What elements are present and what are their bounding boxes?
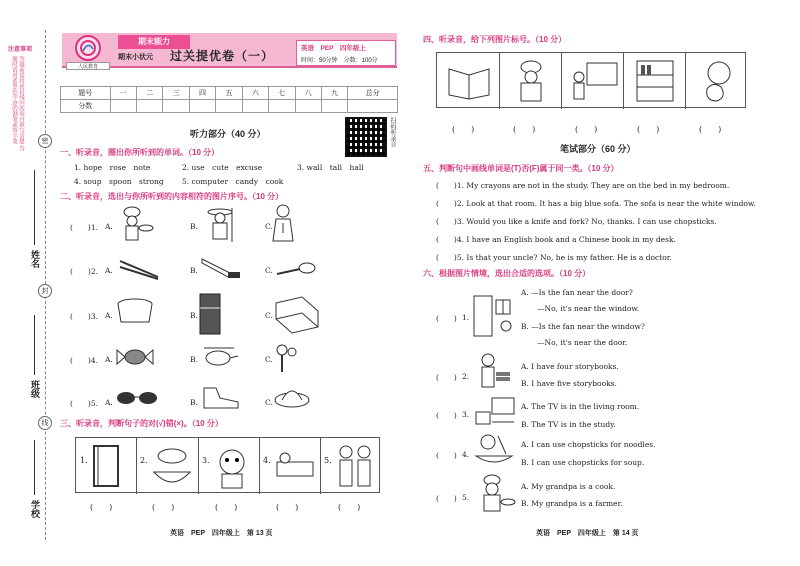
nurse-icon	[270, 203, 296, 245]
q3-label: 2.	[140, 456, 148, 465]
spoon-icon	[275, 258, 317, 278]
publisher-logo	[75, 35, 101, 61]
open-book-icon	[445, 61, 493, 101]
q4-answer-4[interactable]: ( )	[637, 125, 660, 134]
q6-opt-a: A. I can use chopsticks for noodles.	[521, 440, 656, 449]
q3-answer-5[interactable]: ( )	[338, 503, 361, 512]
score-input[interactable]	[321, 100, 347, 113]
q6-answer-1[interactable]: ( )	[436, 314, 457, 323]
score-input[interactable]	[216, 100, 242, 113]
score-input[interactable]	[242, 100, 268, 113]
name-label: 姓名	[30, 250, 40, 268]
grandpa-cook-icon	[472, 474, 518, 514]
shoe-icon	[200, 384, 242, 412]
q3-answer-1[interactable]: ( )	[90, 503, 113, 512]
q3-divider	[198, 438, 199, 494]
q2-answer-3[interactable]: ( )3.	[70, 312, 99, 321]
sleeping-in-bed-icon	[273, 444, 317, 490]
q2-opt-a: A.	[105, 266, 113, 275]
score-cell: 六	[242, 87, 268, 100]
q2-title: 二、听录音，选出与你所听到的内容相符的图片序号。（10 分）	[60, 192, 284, 201]
chopsticks-icon	[118, 255, 160, 281]
school-field[interactable]	[34, 440, 35, 495]
q4-divider	[623, 53, 624, 109]
qr-code[interactable]	[345, 117, 387, 157]
q6-num: 5.	[462, 493, 470, 502]
score-cell: 一	[110, 87, 136, 100]
candy-icon	[115, 346, 155, 368]
bookshelf-icon	[631, 57, 679, 105]
q3-label: 1.	[80, 456, 88, 465]
q5-item[interactable]: ( )3. Would you like a knife and fork? No, thanks. I can use chopsticks.	[436, 217, 717, 226]
q1-title: 一、听录音，圈出你所听到的单词。（10 分）	[60, 148, 220, 157]
eating-noodles-icon	[472, 432, 518, 468]
score-input[interactable]	[110, 100, 136, 113]
chef-cooking-icon	[116, 204, 156, 244]
q1-item[interactable]: 3. wall tall hall	[297, 163, 364, 172]
fridge-icon	[198, 292, 222, 336]
sunglasses-icon	[115, 388, 159, 408]
q4-picture-strip	[436, 52, 746, 108]
q6-num: 4.	[462, 450, 470, 459]
q3-answer-2[interactable]: ( )	[152, 503, 175, 512]
q2-opt-b: B.	[190, 266, 198, 275]
q3-label: 3.	[202, 456, 210, 465]
paper-title: 过关提优卷（一）	[170, 49, 275, 63]
q6-opt-a: A. The TV is in the living room.	[521, 402, 640, 411]
study-tv-icon	[472, 394, 518, 428]
brand-small: 人民教育	[66, 62, 110, 70]
q2-answer-2[interactable]: ( )2.	[70, 267, 99, 276]
score-cell: 三	[163, 87, 189, 100]
q3-divider	[259, 438, 260, 494]
book-icon	[90, 444, 124, 490]
q2-opt-b: B.	[190, 311, 198, 320]
q4-answer-5[interactable]: ( )	[699, 125, 722, 134]
score-cell: 八	[295, 87, 321, 100]
table-icon	[115, 296, 155, 332]
q6-answer-4[interactable]: ( )	[436, 451, 457, 460]
writing-heading: 笔试部分（60 分）	[560, 144, 636, 154]
name-field[interactable]	[34, 170, 35, 245]
q2-answer-1[interactable]: ( )1.	[70, 223, 99, 232]
brand-subtitle: 期末小状元	[118, 54, 153, 61]
q3-answer-4[interactable]: ( )	[276, 503, 299, 512]
q1-item[interactable]: 1. hope rose note	[74, 163, 151, 172]
q2-opt-a: A.	[105, 311, 113, 320]
q2-opt-b: B.	[190, 398, 198, 407]
q6-opt-b: B. I can use chopsticks for soup.	[521, 458, 645, 467]
q5-item[interactable]: ( )2. Look at that room. It has a big blue sofa. The sofa is near the white window.	[436, 199, 756, 208]
q6-opt-a: A. My grandpa is a cook.	[521, 482, 616, 491]
score-cell: 题号	[61, 87, 111, 100]
q5-title: 五、判断句中画线单词是(T)否(F)属于同一类。（10 分）	[423, 164, 619, 173]
q3-divider	[136, 438, 137, 494]
listening-heading: 听力部分（40 分）	[190, 129, 266, 139]
score-cell: 九	[321, 87, 347, 100]
q6-answer-2[interactable]: ( )	[436, 373, 457, 382]
q1-item[interactable]: 2. use cute excuse	[182, 163, 263, 172]
q2-opt-a: A.	[105, 222, 113, 231]
q6-num: 1.	[462, 313, 470, 322]
boy-with-books-icon	[472, 352, 516, 392]
score-input[interactable]	[136, 100, 162, 113]
score-label: 分数	[61, 100, 111, 113]
q4-answer-1[interactable]: ( )	[452, 125, 475, 134]
q2-opt-c: C.	[265, 355, 273, 364]
q2-answer-5[interactable]: ( )5.	[70, 399, 99, 408]
score-row-values	[61, 100, 398, 113]
q6-opt-b-reply: —No, it's near the door.	[537, 338, 628, 347]
score-input[interactable]	[163, 100, 189, 113]
q1-item[interactable]: 4. soup spoon strong	[74, 177, 164, 186]
q6-opt-a: A. I have four storybooks.	[521, 362, 619, 371]
q6-num: 2.	[462, 372, 470, 381]
farmer-icon	[200, 204, 242, 244]
info-time-score: 时间：50分钟 分数：100分	[301, 58, 378, 64]
q2-opt-b: B.	[190, 222, 198, 231]
q6-title: 六、根据图片情境，选出合适的选项。（10 分）	[423, 269, 591, 278]
qr-caption: 扫码听录音	[389, 117, 395, 147]
score-table	[60, 86, 398, 113]
q2-opt-c: C.	[265, 311, 273, 320]
hat-icon	[272, 380, 312, 414]
chef-icon	[507, 57, 555, 105]
binding-margin	[0, 30, 52, 540]
notice-text: 答题前请将密封线内的项目填写清楚 答题时请用蓝黑色字迹的钢笔或签字笔	[11, 56, 24, 152]
q6-opt-b: B. The TV is in the study.	[521, 420, 616, 429]
paper-info	[296, 40, 396, 66]
q2-answer-4[interactable]: ( )4.	[70, 356, 99, 365]
q1-item[interactable]: 5. computer candy cook	[182, 177, 284, 186]
logo-icon	[77, 37, 99, 59]
score-cell: 总分	[348, 87, 398, 100]
bed-icon	[272, 293, 322, 335]
q6-answer-3[interactable]: ( )	[436, 411, 457, 420]
chicken-noodles-icon	[150, 444, 194, 490]
q3-label: 4.	[263, 456, 271, 465]
q4-divider	[685, 53, 686, 109]
q2-opt-b: B.	[190, 355, 198, 364]
q5-item[interactable]: ( )4. I have an English book and a Chinese book in my desk.	[436, 235, 676, 244]
seal-mark-1: 密	[38, 134, 52, 148]
q3-picture-strip	[75, 437, 380, 493]
score-input[interactable]	[189, 100, 215, 113]
q3-title: 三、听录音，判断句子的对(√)错(×)。（10 分）	[60, 419, 223, 428]
teacher-blackboard-icon	[569, 59, 619, 103]
q2-opt-c: C.	[265, 398, 273, 407]
seal-mark-3: 线	[38, 416, 52, 430]
q3-answer-3[interactable]: ( )	[215, 503, 238, 512]
keys-icon	[272, 342, 300, 376]
seal-mark-2: 封	[38, 284, 52, 298]
score-cell: 七	[269, 87, 295, 100]
class-field[interactable]	[34, 315, 35, 375]
q6-opt-b: B. —Is the fan near the window?	[521, 322, 645, 331]
q2-opt-c: C.	[265, 266, 273, 275]
score-input[interactable]	[295, 100, 321, 113]
score-input[interactable]	[348, 100, 398, 113]
q3-divider	[320, 438, 321, 494]
boy-face-icon	[212, 444, 252, 490]
q4-divider	[561, 53, 562, 109]
q4-answer-3[interactable]: ( )	[575, 125, 598, 134]
vegetables-icon	[693, 57, 743, 105]
page-footer-right: 英语 PEP 四年级上 第 14 页	[536, 530, 639, 537]
q6-opt-b: B. My grandpa is a farmer.	[521, 499, 623, 508]
page-footer-left: 英语 PEP 四年级上 第 13 页	[170, 530, 273, 537]
q2-opt-a: A.	[105, 355, 113, 364]
score-cell: 四	[189, 87, 215, 100]
q5-item[interactable]: ( )5. Is that your uncle? No, he is my father. He is a doctor.	[436, 253, 672, 262]
q6-opt-b: B. I have five storybooks.	[521, 379, 617, 388]
room-door-window-icon	[470, 292, 514, 340]
score-cell: 二	[136, 87, 162, 100]
q6-num: 3.	[462, 410, 470, 419]
helicopter-icon	[200, 344, 240, 370]
series-badge: 期末能力	[118, 35, 190, 49]
family-icon	[334, 442, 378, 492]
q3-label: 5.	[324, 456, 332, 465]
q4-title: 四、听录音，给下列图片标号。（10 分）	[423, 35, 567, 44]
q4-divider	[499, 53, 500, 109]
q6-answer-5[interactable]: ( )	[436, 494, 457, 503]
score-input[interactable]	[269, 100, 295, 113]
q6-opt-a: A. —Is the fan near the door?	[521, 288, 633, 297]
q2-opt-a: A.	[105, 398, 113, 407]
notice-title: 注意事项	[8, 47, 33, 53]
school-label: 学校	[30, 500, 40, 518]
q5-item[interactable]: ( )1. My crayons are not in the study. They are on the bed in my bedroom.	[436, 181, 730, 190]
class-label: 班级	[30, 380, 40, 398]
info-subject: 英语 PEP 四年级上	[301, 45, 366, 52]
score-cell: 五	[216, 87, 242, 100]
q2-opt-c: C.	[265, 222, 273, 231]
q4-answer-2[interactable]: ( )	[513, 125, 536, 134]
score-row-header	[61, 87, 398, 100]
knife-icon	[200, 255, 242, 281]
q6-opt-a-reply: —No, it's near the window.	[537, 304, 640, 313]
